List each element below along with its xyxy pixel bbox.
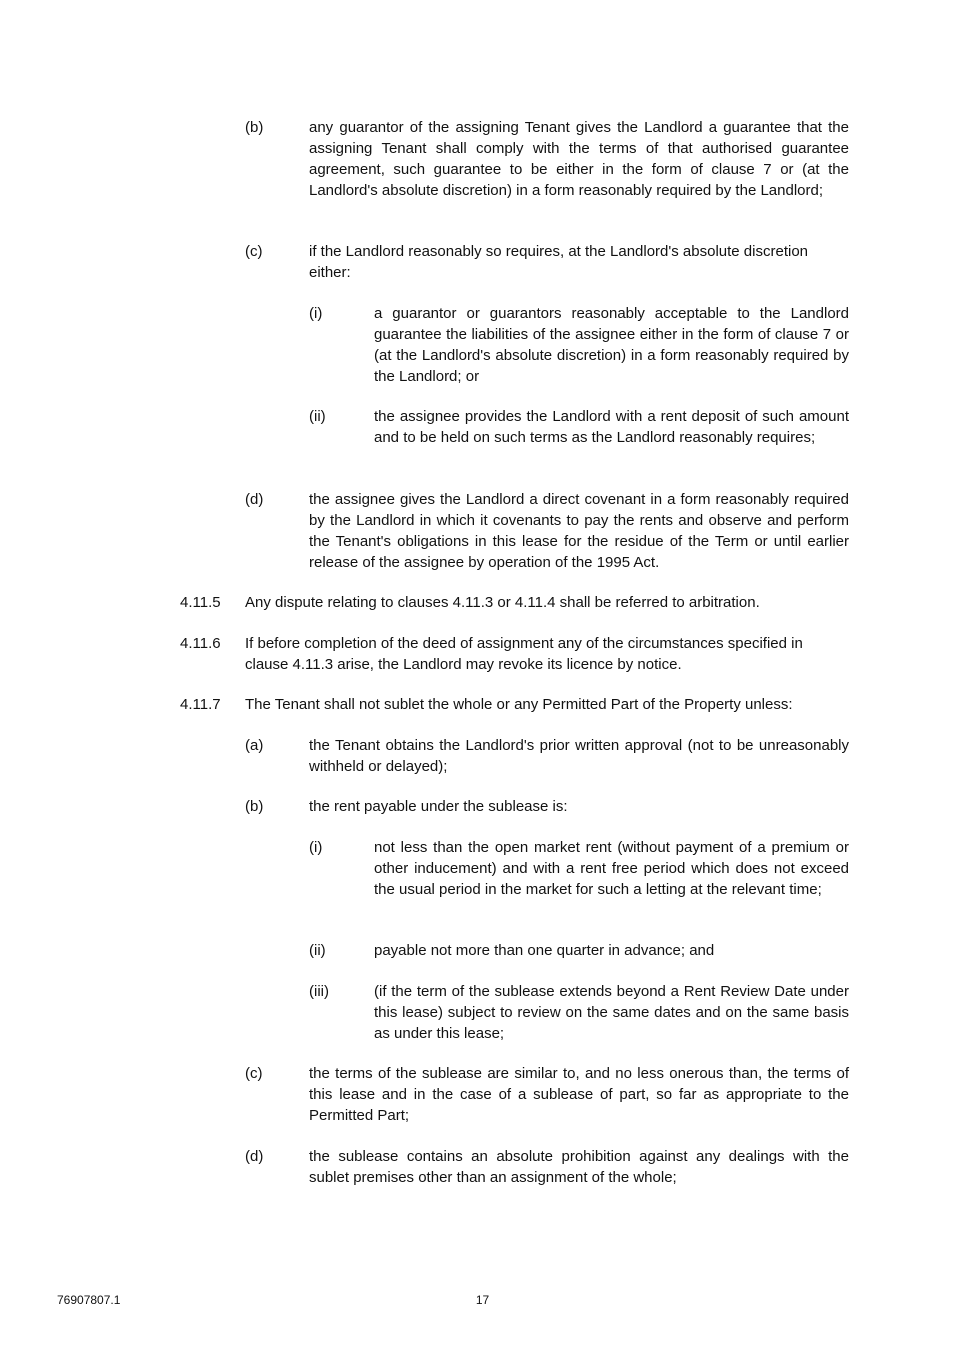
list-item bbox=[245, 796, 849, 817]
item-label: (d) bbox=[245, 491, 264, 508]
item-text: the Tenant obtains the Landlord's prior written approval (not to be unreasonably withheld or delayed); bbox=[309, 737, 849, 775]
item-label: (a) bbox=[245, 737, 264, 754]
clause-number: 4.11.7 bbox=[180, 696, 221, 713]
list-item bbox=[245, 489, 849, 573]
item-text: (if the term of the sublease extends beyond a Rent Review Date under this lease) subject to review on the same dates and on the same basis as under this lease; bbox=[374, 983, 849, 1042]
list-item bbox=[309, 837, 849, 900]
list-item bbox=[245, 1146, 849, 1188]
item-label: (i) bbox=[309, 305, 323, 322]
clause-item bbox=[180, 633, 850, 675]
item-text: the assignee provides the Landlord with a rent deposit of such amount and to be held on such terms as the Landlord reasonably requires; bbox=[374, 408, 849, 446]
item-text: payable not more than one quarter in advance; and bbox=[374, 942, 715, 959]
item-label: (i) bbox=[309, 839, 323, 856]
list-item bbox=[309, 406, 849, 448]
item-label: (iii) bbox=[309, 983, 329, 1000]
item-text: any guarantor of the assigning Tenant gives the Landlord a guarantee that the assigning Tenant shall comply with the terms of that authorised guarantee agreement, such guarantee to be either in the form of clause 7 or (at the Landlord's absolute discretion) in a form reasonably required by the Landlord; bbox=[309, 119, 849, 199]
document-reference: 76907807.1 bbox=[57, 1293, 121, 1307]
item-label: (d) bbox=[245, 1148, 264, 1165]
list-item bbox=[245, 1063, 849, 1126]
clause-item bbox=[180, 592, 850, 613]
item-text: the rent payable under the sublease is: bbox=[309, 798, 568, 815]
page-number: 17 bbox=[475, 1293, 490, 1307]
clause-number: 4.11.6 bbox=[180, 635, 221, 652]
item-text: the terms of the sublease are similar to, and no less onerous than, the terms of this lease and in the case of a sublease of part, so far as appropriate to the Permitted Part; bbox=[309, 1065, 849, 1124]
item-text: the assignee gives the Landlord a direct covenant in a form reasonably required by the Landlord in which it covenants to pay the rents and observe and perform the Tenant's obligations in this lease for the residue of the Term or until earlier release of the assignee by operation of the 1995 Act. bbox=[309, 491, 849, 571]
list-item bbox=[309, 303, 849, 387]
item-label: (b) bbox=[245, 798, 264, 815]
clause-text: The Tenant shall not sublet the whole or any Permitted Part of the Property unless: bbox=[245, 696, 793, 713]
clause-text: If before completion of the deed of assignment any of the circumstances specified in clause 4.11.3 arise, the Landlord may revoke its licence by notice. bbox=[245, 635, 803, 673]
item-text: a guarantor or guarantors reasonably acceptable to the Landlord guarantee the liabilities of the assignee either in the form of clause 7 or (at the Landlord's absolute discretion) in a form reasonably required by the Landlord; or bbox=[374, 305, 849, 385]
item-text: the sublease contains an absolute prohibition against any dealings with the sublet premises other than an assignment of the whole; bbox=[309, 1148, 849, 1186]
clause-item bbox=[180, 694, 850, 715]
item-text: not less than the open market rent (without payment of a premium or other inducement) and with a rent free period which does not exceed the usual period in the market for such a letting at the relevant time; bbox=[374, 839, 849, 898]
item-text: if the Landlord reasonably so requires, at the Landlord's absolute discretion either: bbox=[309, 243, 809, 281]
item-label: (c) bbox=[245, 243, 263, 260]
list-item bbox=[245, 241, 849, 283]
item-label: (b) bbox=[245, 119, 264, 136]
list-item bbox=[309, 940, 849, 961]
clause-number: 4.11.5 bbox=[180, 594, 221, 611]
list-item bbox=[309, 981, 849, 1044]
clause-text: Any dispute relating to clauses 4.11.3 or 4.11.4 shall be referred to arbitration. bbox=[245, 594, 760, 611]
item-label: (ii) bbox=[309, 942, 326, 959]
list-item bbox=[245, 117, 849, 201]
list-item bbox=[245, 735, 849, 777]
item-label: (c) bbox=[245, 1065, 263, 1082]
item-label: (ii) bbox=[309, 408, 326, 425]
